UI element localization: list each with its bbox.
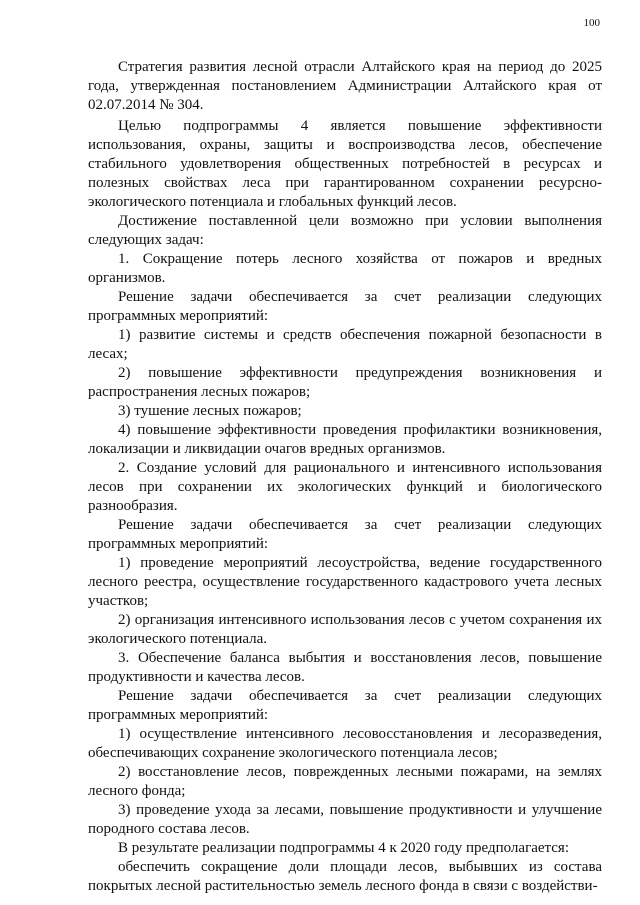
paragraph-strategy-reference: Стратегия развития лесной отрасли Алтайского края на период до 2025 года, утвержденная постановлением Администрации Алтайского края от 02.07.2014 № 304.: [88, 59, 602, 113]
paragraph-tasks-intro: Достижение поставленной цели возможно при условии выполнения следующих задач:: [88, 213, 602, 248]
list-item-task-3-measure-2: 2) восстановление лесов, поврежденных лесными пожарами, на землях лесного фонда;: [88, 764, 602, 799]
paragraph-task-1: 1. Сокращение потерь лесного хозяйства от пожаров и вредных организмов.: [88, 251, 602, 286]
list-item-task-1-measure-2: 2) повышение эффективности предупреждения возникновения и распространения лесных пожаров;: [88, 365, 602, 400]
paragraph-task-1-solution: Решение задачи обеспечивается за счет реализации следующих программных мероприятий:: [88, 289, 602, 324]
list-item-task-3-measure-3: 3) проведение ухода за лесами, повышение продуктивности и улучшение породного состава лесов.: [88, 802, 602, 837]
paragraph-task-3: 3. Обеспечение баланса выбытия и восстановления лесов, повышение продуктивности и качества лесов.: [88, 650, 602, 685]
list-item-task-1-measure-3: 3) тушение лесных пожаров;: [118, 403, 302, 419]
list-item-task-1-measure-4: 4) повышение эффективности проведения профилактики возникновения, локализации и ликвидации очагов вредных организмов.: [88, 422, 602, 457]
list-item-task-2-measure-2: 2) организация интенсивного использования лесов с учетом сохранения их экологического потенциала.: [88, 612, 602, 647]
list-item-task-2-measure-1: 1) проведение мероприятий лесоустройства, ведение государственного лесного реестра, осуществление государственного кадастрового учета лесных участков;: [88, 555, 602, 609]
page-number: 100: [583, 17, 600, 29]
paragraph-task-3-solution: Решение задачи обеспечивается за счет реализации следующих программных мероприятий:: [88, 688, 602, 723]
list-item-task-3-measure-1: 1) осуществление интенсивного лесовосстановления и лесоразведения, обеспечивающих сохранение экологического потенциала лесов;: [88, 726, 602, 761]
paragraph-result-item: обеспечить сокращение доли площади лесов, выбывших из состава покрытых лесной растительностью земель лесного фонда в связи с воздействи-: [88, 859, 602, 894]
paragraph-task-2: 2. Создание условий для рационального и интенсивного использования лесов при сохранении их экологических функций и биологического разнообразия.: [88, 460, 602, 514]
document-body: [88, 58, 602, 896]
paragraph-subprogram-goal: Целью подпрограммы 4 является повышение эффективности использования, охраны, защиты и воспроизводства лесов, обеспечение стабильного удовлетворения общественных потребностей в ресурсах и полезных свойствах леса при гарантированном сохранении ресурсно-экологического потенциала и глобальных функций лесов.: [88, 118, 602, 210]
list-item-task-1-measure-1: 1) развитие системы и средств обеспечения пожарной безопасности в лесах;: [88, 327, 602, 362]
paragraph-expected-results: В результате реализации подпрограммы 4 к 2020 году предполагается:: [118, 840, 569, 856]
paragraph-task-2-solution: Решение задачи обеспечивается за счет реализации следующих программных мероприятий:: [88, 517, 602, 552]
